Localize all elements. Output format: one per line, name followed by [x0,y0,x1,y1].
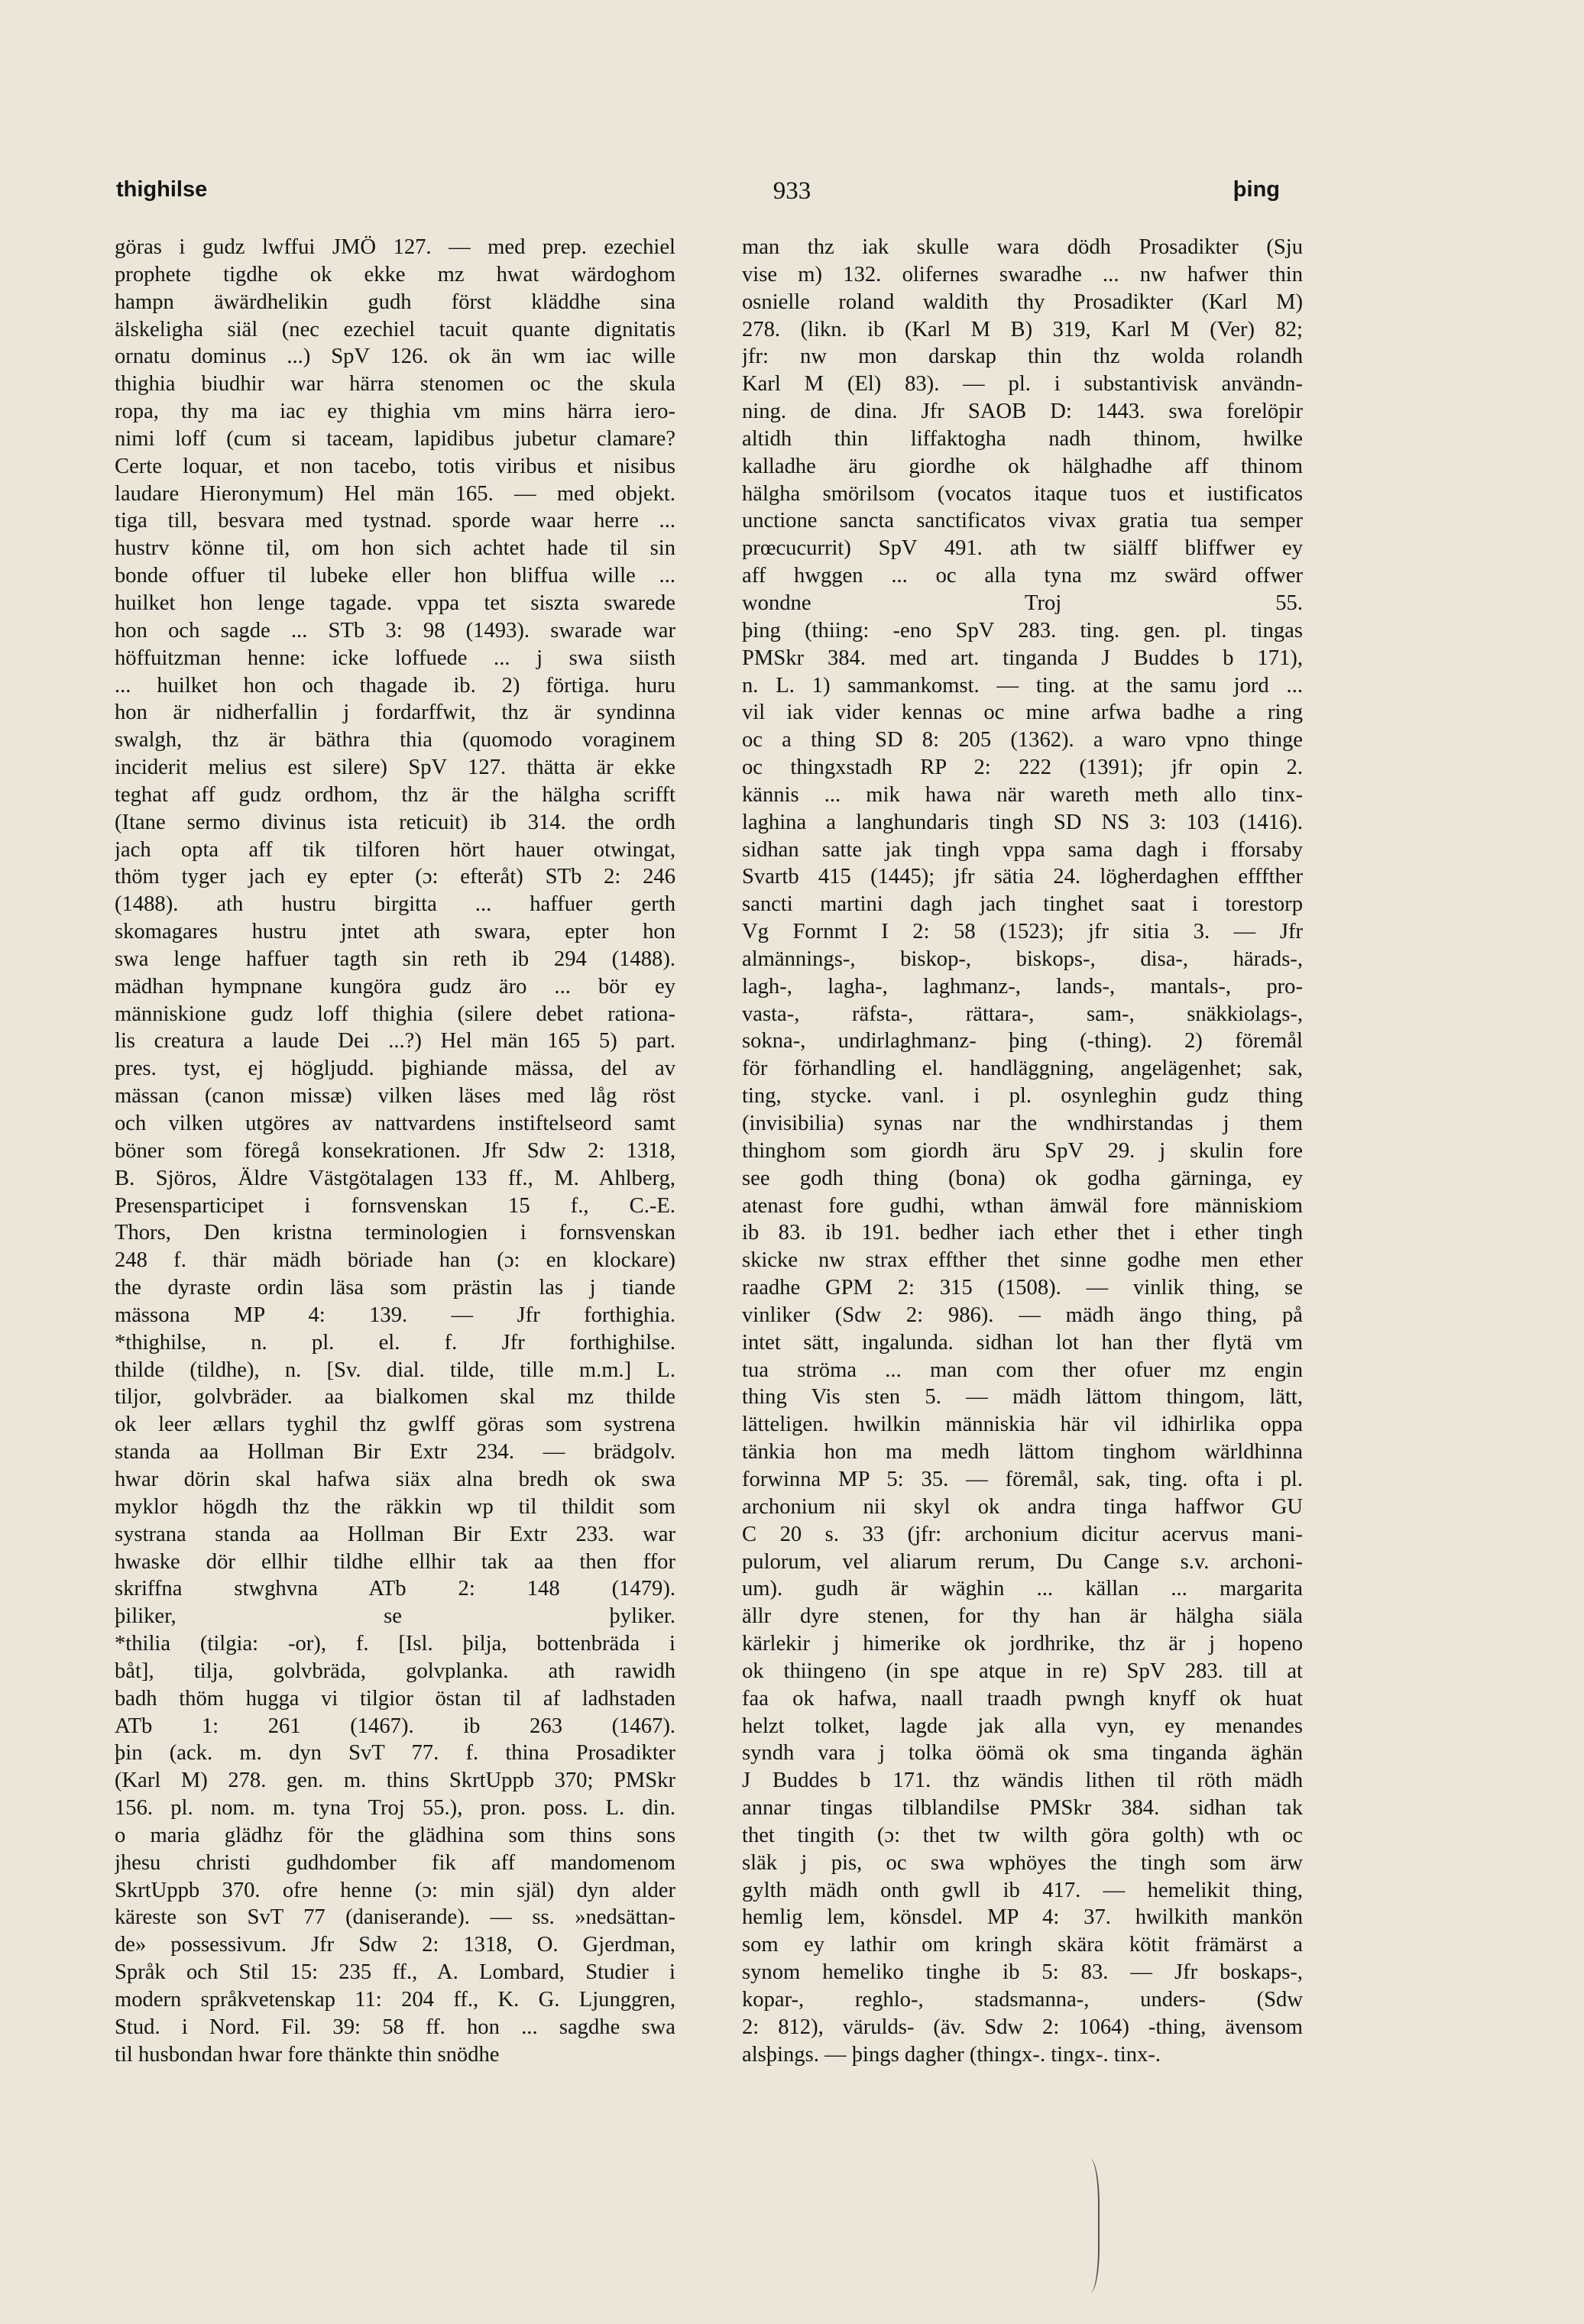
text-line: um). gudh är wäghin ... källan ... margarita [742,1577,1303,1601]
text-line: ning. de dina. Jfr SAOB D: 1443. swa forelöpir [742,400,1303,424]
text-line: sidhan satte jak tingh vppa sama dagh i fforsaby [742,837,1303,862]
text-line: 278. (likn. ib (Karl M B) 319, Karl M (Ver) 82; [742,317,1303,341]
text-line: n. L. 1) sammankomst. — ting. at the samu jord ... [742,673,1303,698]
text-line: vil iak vider kennas oc mine arfwa badhe a ring [742,701,1303,725]
text-line: altidh thin liffaktogha nadh thinom, hwilke [742,426,1303,451]
text-line: Thors, Den kristna terminologien i fornsvenskan [115,1221,675,1245]
text-line: atenast fore gudhi, wthan ämwäl fore människiom [742,1193,1303,1218]
text-line: osnielle roland waldith thy Prosadikter (Karl M) [742,290,1303,314]
text-line: tiga till, besvara med tystnad. sporde waar herre ... [115,509,675,533]
text-line: *thighilse, n. pl. el. f. Jfr forthighilse. [115,1330,675,1355]
text-line: hampn äwärdhelikin gudh först kläddhe sina [115,290,675,314]
text-line: vise m) 132. olifernes swaradhe ... nw hafwer thin [742,262,1303,286]
text-line: teghat aff gudz ordhom, thz är the hälgha scrifft [115,782,675,807]
text-line: C 20 s. 33 (jfr: archonium dicitur acervus mani- [742,1522,1303,1546]
text-line: lätteligen. hwilkin människia här vil idhirlika oppa [742,1413,1303,1437]
text-line: archonium nii skyl ok andra tinga haffwor GU [742,1494,1303,1519]
text-line: hemlig lem, könsdel. MP 4: 37. hwilkith mankön [742,1905,1303,1930]
text-line: intet sätt, ingalunda. sidhan lot han ther flytä vm [742,1330,1303,1355]
pencil-mark [1083,2159,1100,2293]
right-column [742,234,1303,2069]
text-line: badh thöm hugga vi tilgior östan til af ladhstaden [115,1686,675,1711]
text-line: böner som föregå konsekrationen. Jfr Sdw 2: 1318, [115,1138,675,1163]
text-line: kärlekir j himerike ok jordhrike, thz är j hopeno [742,1632,1303,1656]
text-line: Vg Fornmt I 2: 58 (1523); jfr sitia 3. — Jfr [742,920,1303,944]
text-line: pulorum, vel aliarum rerum, Du Cange s.v. archoni- [742,1549,1303,1574]
text-line: Certe loquar, et non tacebo, totis viribus et nisibus [115,454,675,478]
text-line: Stud. i Nord. Fil. 39: 58 ff. hon ... sagdhe swa [115,2015,675,2039]
text-line: synom hemeliko tinghe ib 5: 83. — Jfr boskaps-, [742,1960,1303,1985]
text-line: för förhandling el. handläggning, angelägenhet; sak, [742,1057,1303,1081]
text-line: lis creatura a laude Dei ...?) Hel män 165 5) part. [115,1029,675,1054]
text-line: þing (thiing: -eno SpV 283. ting. gen. pl. tingas [742,618,1303,642]
text-line: 2: 812), värulds- (äv. Sdw 2: 1064) -thing, ävensom [742,2015,1303,2039]
text-line: almännings-, biskop-, biskops-, disa-, härads-, [742,947,1303,971]
text-line: Svartb 415 (1445); jfr sätia 24. lögherdaghen efffther [742,865,1303,889]
text-line: laudare Hieronymum) Hel män 165. — med objekt. [115,481,675,506]
text-line: unctione sancta sanctificatos vivax gratia tua semper [742,509,1303,533]
text-line: SkrtUppb 370. ofre henne (ɔ: min själ) dyn alder [115,1878,675,1902]
text-line: hwar dörin skal hafwa siäx alna bredh ok swa [115,1467,675,1491]
text-line: ting, stycke. vanl. i pl. osynleghin gudz thing [742,1084,1303,1109]
text-line: ok leer ællars tyghil thz gwlff göras som systrena [115,1413,675,1437]
text-line: skriffna stwghvna ATb 2: 148 (1479). [115,1577,675,1601]
text-line: hon är nidherfallin j fordarffwit, thz är syndinna [115,701,675,725]
text-line: Presensparticipet i fornsvenskan 15 f., C.-E. [115,1193,675,1218]
text-line: ällr dyre stenen, for thy han är hälgha siäla [742,1604,1303,1629]
text-line: hon och sagde ... STb 3: 98 (1493). swarade war [115,618,675,642]
text-line: (1488). ath hustru birgitta ... haffuer gerth [115,892,675,917]
text-line: bonde offuer til lubeke eller hon bliffua wille ... [115,564,675,588]
text-line: forwinna MP 5: 35. — föremål, sak, ting. ofta i pl. [742,1467,1303,1491]
text-line: til husbondan hwar fore thänkte thin snödhe [115,2042,500,2067]
text-line: thet tingith (ɔ: thet tw wilth göra golth) wth oc [742,1823,1303,1847]
text-line: jach opta aff tik tilforen hört hauer otwingat, [115,837,675,862]
text-line: släk j pis, oc swa wphöyes the tingh som ärw [742,1850,1303,1875]
text-line: kännis ... mik hawa när wareth meth allo tinx- [742,782,1303,807]
text-line: 248 f. thär mädh böriade han (ɔ: en klockare) [115,1248,675,1273]
text-line: laghina a langhundaris tingh SD NS 3: 103 (1416). [742,810,1303,834]
text-line: Språk och Stil 15: 235 ff., A. Lombard, Studier i [115,1960,675,1985]
text-line: oc thingxstadh RP 2: 222 (1391); jfr opin 2. [742,756,1303,780]
text-line: *thilia (tilgia: -or), f. [Isl. þilja, bottenbräda i [115,1632,675,1656]
text-line: (Itane sermo divinus ista reticuit) ib 314. the ordh [115,810,675,834]
text-line: mässan (canon missæ) vilken läses med låg röst [115,1084,675,1109]
text-line: mässona MP 4: 139. — Jfr forthighia. [115,1303,675,1327]
text-line: höffuitzman henne: icke loffuede ... j swa siisth [115,646,675,670]
text-line: thing Vis sten 5. — mädh lättom thingom, lätt, [742,1385,1303,1410]
text-line: man thz iak skulle wara dödh Prosadikter (Sju [742,235,1303,259]
text-line: alsþings. — þings dagher (thingx-. tingx-. tinx-. [742,2042,1161,2067]
text-line: mädhan hympnane kungöra gudz äro ... bör ey [115,974,675,999]
text-line: jfr: nw mon darskap thin thz wolda rolandh [742,345,1303,369]
text-line: ropa, thy ma iac ey thighia vm mins härra iero- [115,400,675,424]
text-line: o maria glädhz för the glädhina som thins sons [115,1823,675,1847]
text-line: faa ok hafwa, naall traadh pwngh knyff ok huat [742,1686,1303,1711]
text-line: älskeligha siäl (nec ezechiel tacuit quante dignitatis [115,317,675,341]
text-line: människione gudz loff thighia (silere debet rationa- [115,1002,675,1026]
text-line: prœcucurrit) SpV 491. ath tw siälff bliffwer ey [742,536,1303,561]
text-line: myklor högdh thz the räkkin wp til thildit som [115,1494,675,1519]
text-line: swa lenge haffuer tagth sin reth ib 294 (1488). [115,947,675,971]
text-line: pres. tyst, ej högljudd. þighiande mässa, del av [115,1057,675,1081]
text-line: thighia biudhir war härra stenomen oc the skula [115,372,675,397]
text-line: PMSkr 384. med art. tinganda J Buddes b 171), [742,646,1303,670]
text-line: jhesu christi gudhdomber fik aff mandomenom [115,1850,675,1875]
text-line: ornatu dominus ...) SpV 126. ok än wm iac wille [115,345,675,369]
text-line: hälgha smörilsom (vocatos itaque tuos et iustificatos [742,481,1303,506]
text-line: prophete tigdhe ok ekke mz hwat wärdoghom [115,262,675,286]
text-line: annar tingas tilblandilse PMSkr 384. sidhan tak [742,1796,1303,1821]
text-line: kalladhe äru giordhe ok hälghadhe aff thinom [742,454,1303,478]
text-line: och vilken utgöres av nattvardens instiftelseord samt [115,1112,675,1135]
text-line: skicke nw strax effther thet sinne godhe men ether [742,1248,1303,1273]
text-line: wondne Troj 55. [742,591,1303,615]
text-line: systrana standa aa Hollman Bir Extr 233. war [115,1522,675,1546]
text-line: vasta-, räfsta-, rättara-, sam-, snäkkiolags-, [742,1002,1303,1026]
text-line: J Buddes b 171. thz wändis lithen til röth mädh [742,1769,1303,1793]
text-line: tänkia hon ma medh lättom tinghom wärldhinna [742,1440,1303,1465]
text-line: 156. pl. nom. m. tyna Troj 55.), pron. poss. L. din. [115,1796,675,1821]
text-line: som ey lathir om kringh skära kötit främärst a [742,1933,1303,1957]
text-line: ok thiingeno (in spe atque in re) SpV 283. till at [742,1659,1303,1683]
text-line: ATb 1: 261 (1467). ib 263 (1467). [115,1714,675,1738]
text-line: þiliker, se þyliker. [115,1604,675,1629]
text-line: sancti martini dagh jach tinghet saat i torestorp [742,892,1303,917]
text-line: oc a thing SD 8: 205 (1362). a waro vpno thinge [742,728,1303,753]
text-line: kopar-, reghlo-, stadsmanna-, unders- (Sdw [742,1988,1303,2012]
text-line: ib 83. ib 191. bedher iach ether thet i ether tingh [742,1221,1303,1245]
text-line: swalgh, thz är bäthra thia (quomodo voraginem [115,728,675,753]
text-line: huilket hon lenge tagade. vppa tet siszta swarede [115,591,675,615]
text-line: syndh vara j tolka öömä ok sma tinganda äghän [742,1741,1303,1766]
text-line: helzt tolket, lagde jak alla vyn, ey menandes [742,1714,1303,1738]
text-line: de» possessivum. Jfr Sdw 2: 1318, O. Gjerdman, [115,1933,675,1957]
text-line: thöm tyger jach ey epter (ɔ: efteråt) STb 2: 246 [115,865,675,889]
text-line: thinghom som giordh äru SpV 29. j skulin fore [742,1138,1303,1163]
text-line: modern språkvetenskap 11: 204 ff., K. G. Ljunggren, [115,1988,675,2012]
text-line: sokna-, undirlaghmanz- þing (-thing). 2) föremål [742,1029,1303,1054]
text-line: käreste son SvT 77 (daniserande). — ss. »nedsättan- [115,1905,675,1930]
running-head-right: þing [1233,177,1280,202]
text-line: see godh thing (bona) ok godha gärninga, ey [742,1166,1303,1190]
text-line: aff hwggen ... oc alla tyna mz swärd offwer [742,564,1303,588]
text-line: tua ströma ... man com ther ofuer mz engin [742,1358,1303,1382]
text-line: hwaske dör ellhir tildhe ellhir tak aa then ffor [115,1549,675,1574]
text-line: standa aa Hollman Bir Extr 234. — brädgolv. [115,1440,675,1465]
text-line: ... huilket hon och thagade ib. 2) förtiga. huru [115,673,675,698]
running-head-left: thighilse [116,177,208,202]
text-line: þin (ack. m. dyn SvT 77. f. thina Prosadikter [115,1741,675,1766]
page-number: 933 [773,177,811,205]
text-line: tiljor, golvbräder. aa bialkomen skal mz thilde [115,1385,675,1410]
text-line: skomagares hustru jntet ath swara, epter hon [115,920,675,944]
text-line: the dyraste ordin läsa som prästin las j tiande [115,1276,675,1300]
text-line: raadhe GPM 2: 315 (1508). — vinlik thing, se [742,1276,1303,1300]
text-line: göras i gudz lwffui JMÖ 127. — med prep. ezechiel [115,235,675,259]
left-column [115,234,675,2069]
text-line: gylth mädh onth gwll ib 417. — hemelikit thing, [742,1878,1303,1902]
text-line: båt], tilja, golvbräda, golvplanka. ath rawidh [115,1659,675,1683]
text-line: nimi loff (cum si taceam, lapidibus jubetur clamare? [115,426,675,451]
text-line: hustrv könne til, om hon sich achtet hade til sin [115,536,675,561]
text-line: inciderit melius est silere) SpV 127. thätta är ekke [115,756,675,780]
text-line: (invisibilia) synas nar the wndhirstandas j them [742,1112,1303,1135]
text-line: B. Sjöros, Äldre Västgötalagen 133 ff., M. Ahlberg, [115,1166,675,1190]
text-line: lagh-, lagha-, laghmanz-, lands-, mantals-, pro- [742,974,1303,999]
text-line: (Karl M) 278. gen. m. thins SkrtUppb 370; PMSkr [115,1769,675,1793]
text-line: vinliker (Sdw 2: 986). — mädh ängo thing, på [742,1303,1303,1327]
text-line: thilde (tildhe), n. [Sv. dial. tilde, tille m.m.] L. [115,1358,675,1382]
text-line: Karl M (El) 83). — pl. i substantivisk användn- [742,372,1303,397]
